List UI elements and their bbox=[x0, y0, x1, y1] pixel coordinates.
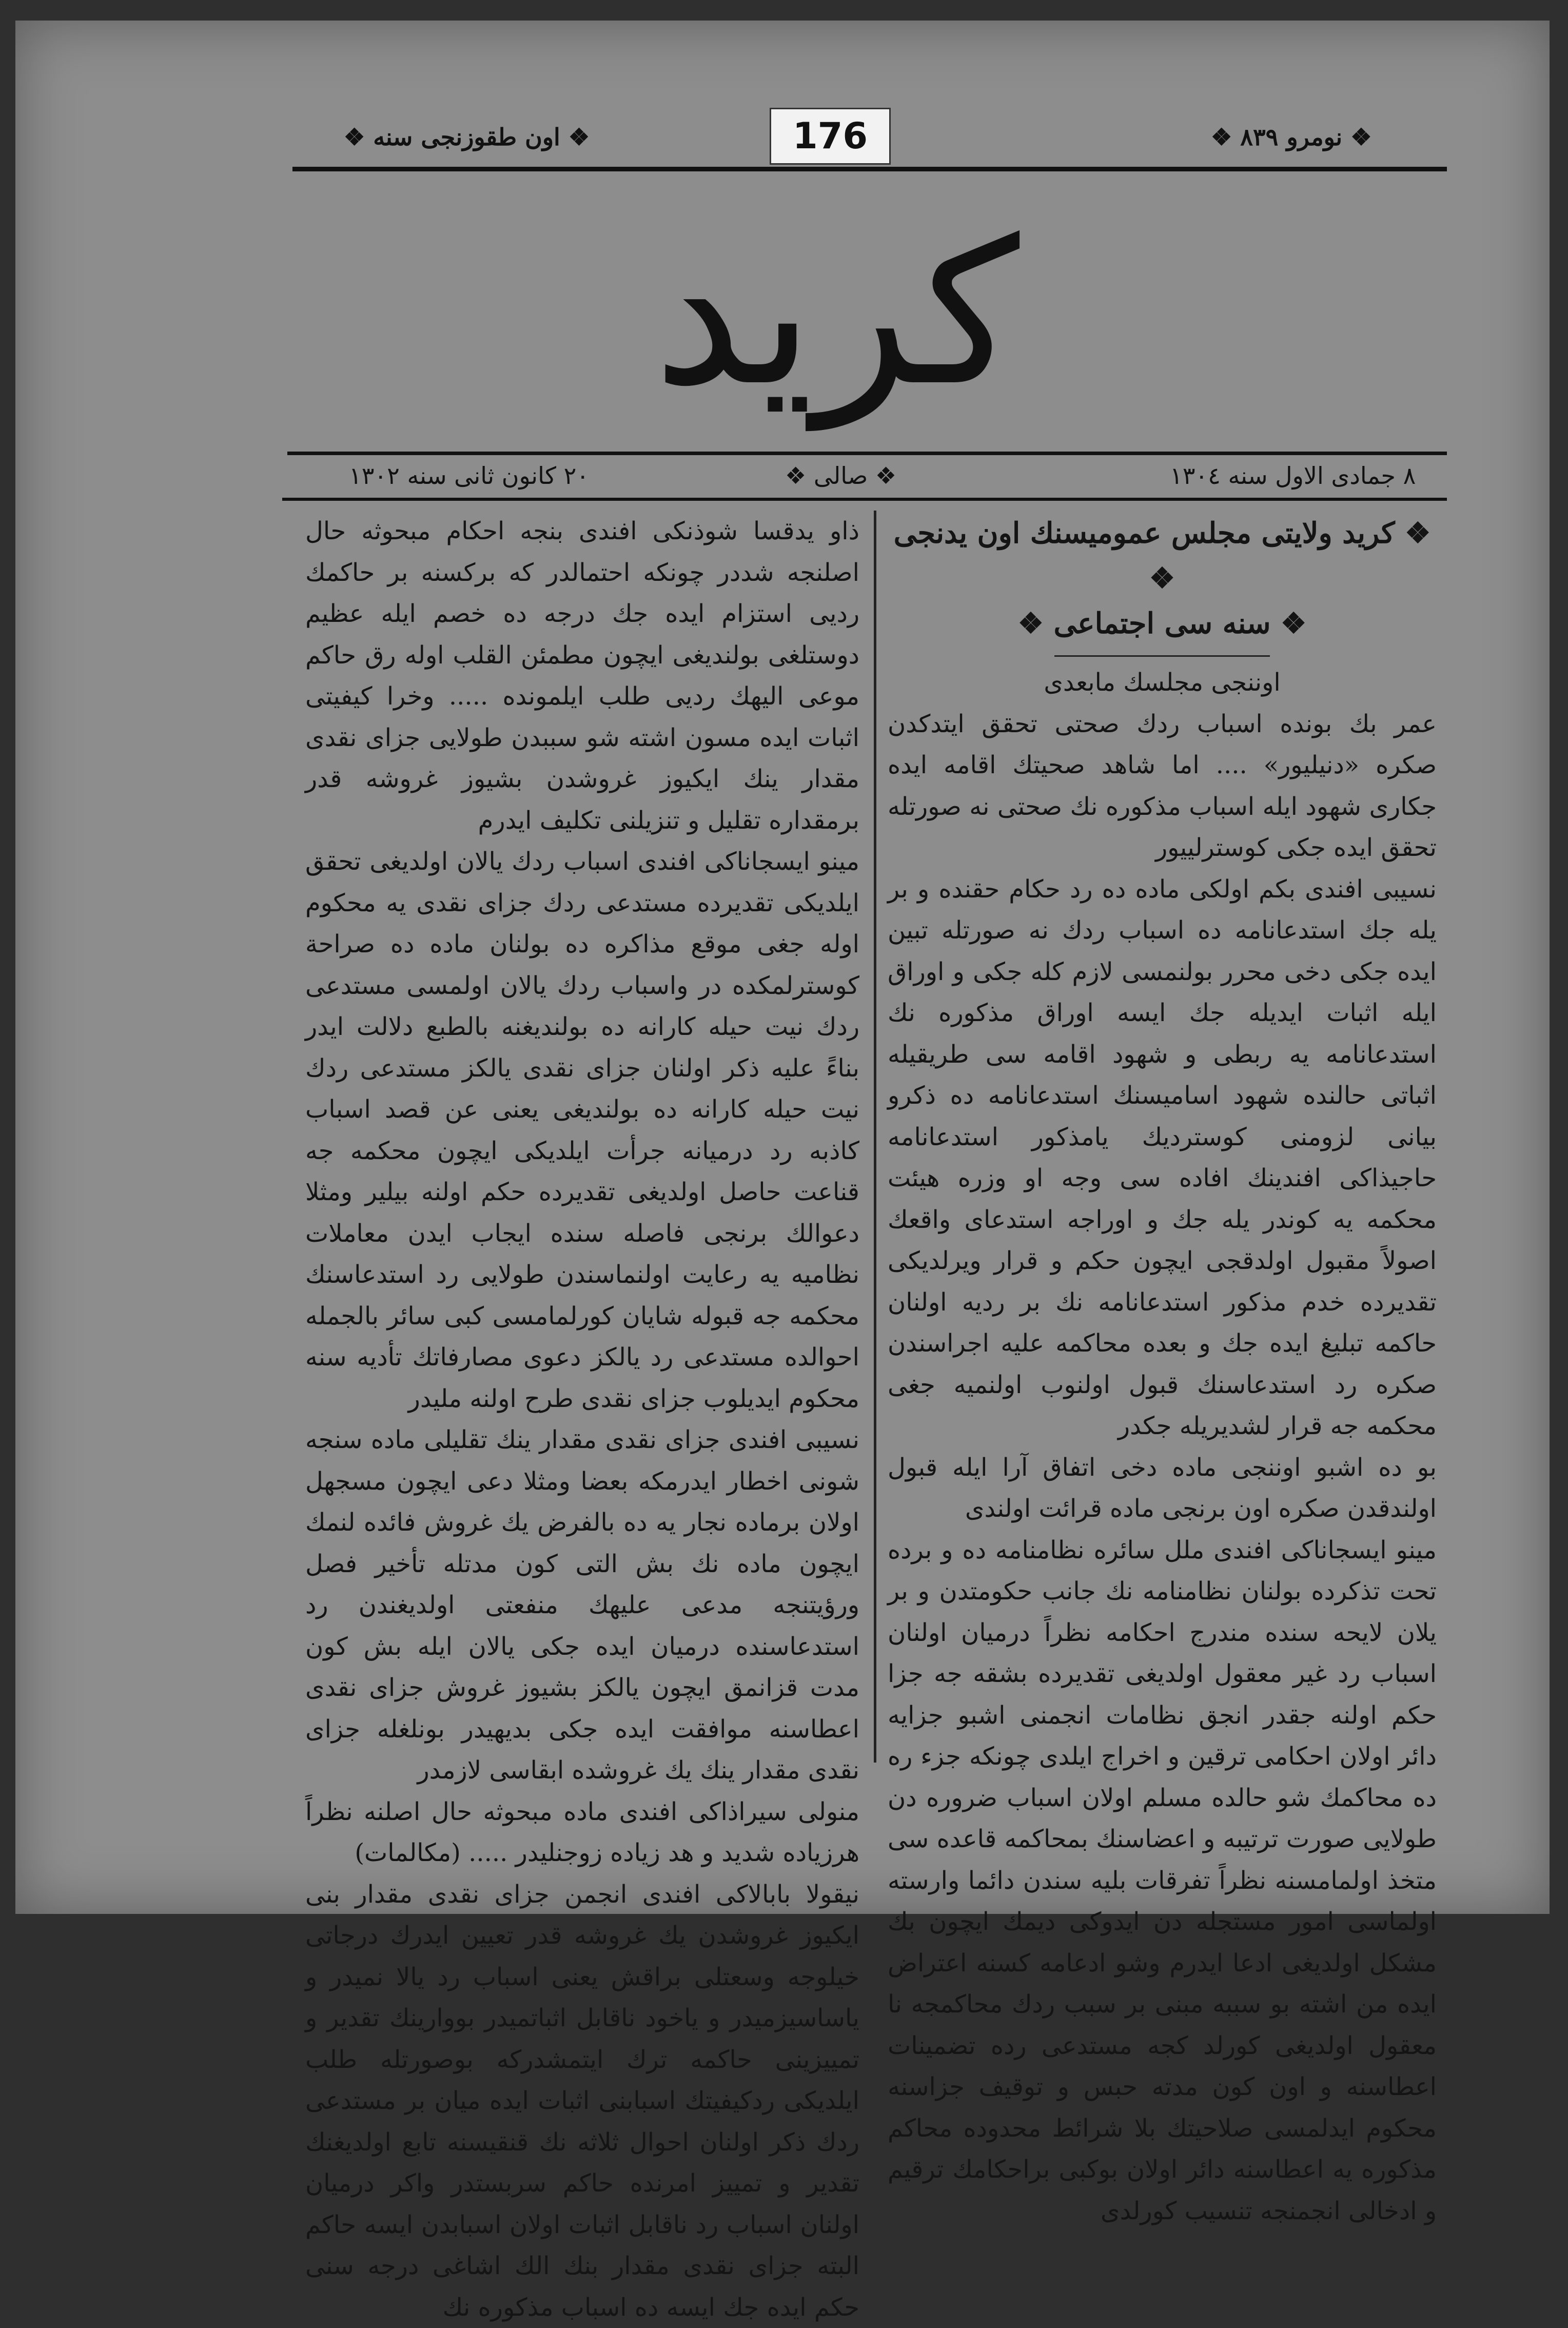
dateline-rule bbox=[282, 498, 1447, 501]
paragraph: نيقولا بابالاكی افندی انجمن جزای نقدی مقدار بنی ايكيوز غروشدن يك غروشه قدر تعيين ايدرك درجاتی خيلوجه وسعتلی براقش يعنی اسباب رد يالا نميدر و ياساسيزميدر و ياخود ناقابل اثباتميدر بووارينك تقدير و تمييزينی حاكمه ترك ايتمشدركه بوصورتله طلب ايلديكی ردكيفيتك اسبابنی اثبات ايده ميان بر مستدعی ردك ذكر اولنان احوال ثلاثه نك قنقيسنه تابع اولديغنك تقدير و تمييز امرنده حاكم سربستدر واكر درميان اولنان اسباب رد ناقابل اثبات اولان اسبابدن ايسه حاكم البته جزای نقدی مقدار بنك الك اشاغی درجه سنی حكم ايده جك ايسه ده اسباب مذكوره نك bbox=[305, 1874, 859, 2328]
masthead-rule bbox=[287, 452, 1447, 455]
paragraph: مينو ايسجاناكی افندی اسباب ردك يالان اولديغی تحقق ايلديكی تقديرده مستدعی ردك جزای نقدی يه محكوم اوله جغی موقع مذاكره ده بولنان ماده ده صراحة كوسترلمكده در واسباب ردك يالان اولمسی مستدعی ردك نيت حيله كارانه ده بولنديغنه بالطبع دلالت ايدر بناءً عليه ذكر اولنان جزای نقدی يالكز مستدعی ردك نيت حيله كارانه ده بولنديغی يعنی عن قصد اسباب كاذبه رد درميانه جرأت ايلديكی ايچون محكمه جه قناعت حاصل اولديغی تقديرده حكم اولنه بيلير ومثلا دعوالك برنجی فاصله سنده ايجاب ايدن معاملات نظاميه يه رعايت اولنماسندن طولايی رد استدعاسنك محكمه جه قبوله شايان كورلمامسی كبی سائر بالجمله احوالده مستدعی رد يالكز دعوی مصارفاتك تأديه سنه محكوم ايديلوب جزای نقدی طرح اولنه مليدر bbox=[305, 841, 859, 1419]
newspaper-page bbox=[15, 21, 1550, 1914]
archive-page-number: 176 bbox=[770, 108, 891, 165]
paragraph: ذاو يدقسا شوذنكی افندی بنجه احكام مبحوثه حال اصلنجه شددر چونكه احتمالدر كه بركسنه بر حاكمك رديی استزام ايده جك درجه ده خصم ايله عظيم دوستلغی بولنديغی ايچون مطمئن القلب اوله رق حاكم موعی اليهك رديی طلب ايلمونده ..... ‌وخرا كيفيتی اثبات ايده مسون اشته شو سببدن طولايی جزای نقدی مقدار ينك ايكيوز غروشدن بشيوز غروشه قدر برمقداره تقليل و تنزيلنی تكليف ايدرم bbox=[305, 511, 859, 841]
article-subtitle: اوننجی مجلسك مابعدی bbox=[888, 662, 1437, 703]
paragraph: منولی سيراذاكی افندی ماده مبحوثه حال اصلنه نظراً هرزياده شديد و هد زياده زوجنليدر ..... (مكالمات) bbox=[305, 1791, 859, 1874]
publication-year: ❖ اون طقوزنجی سنه ❖ bbox=[344, 123, 590, 151]
masthead-title: كريد bbox=[605, 180, 1067, 446]
article-title-line2: ❖ سنه سی اجتماعی ❖ bbox=[888, 601, 1437, 646]
paragraph: مينو ايسجاناكی افندی ملل سائره نظامنامه ده و برده تحت تذكرده بولنان نظامنامه نك جانب حكومتدن و بر يلان لايحه سنده مندرج احكامه نظراً درميان اولنان اسباب رد غير معقول اولديغی تقديرده بشقه جه جزا حكم اولنه جقدر انجق نظامات انجمنی اشبو جزايه دائر اولان احكامی ترقين و اخراج ايلدی چونكه جزء ره ده محاكمك شو حالده مسلم اولان اسباب ضروره دن طولايی صورت ترتيبه و اعضاسنك بمحاكمه قاعده سی متخذ اولمامسنه نظراً تفرقات بليه سندن دائما وارسته اولماسی امور مستجله دن ايدوكی ديمك ايچون بك مشكل اولديغی ادعا ايدرم وشو ادعامه كسنه اعتراض ايده من اشته بو سببه مبنی بر سبب ردك محاكمجه نا معقول اولديغی كورلد كجه مستدعی رده تضمينات اعطاسنه و اون كون مدته حبس و توقيف جزاسنه محكوم ايدلمسی صلاحيتك بلا شرائط محدوده محاكم مذكوره يه اعطاسنه دائر اولان بوكبی براحكامك ترقيم و ادخالی انجمنجه تنسيب كورلدی bbox=[888, 1530, 1437, 2232]
date-rumi: ٢٠ كانون ثانی سنه ١٣٠٢ bbox=[349, 462, 589, 490]
article-right-column bbox=[888, 511, 1437, 2232]
article-title-line1: ❖ كريد ولايتی مجلس عمومیسنك اون يدنجی ❖ bbox=[888, 511, 1437, 601]
paragraph: عمر بك بونده اسباب ردك صحتی تحقق ايتدكدن صكره «دنيليور» .... اما شاهد صحيتك اقامه ايده جكاری شهود ايله اسباب مذكوره نك صحتی نه صورتله تحقق ايده جكی كوسترلیيور bbox=[888, 703, 1437, 869]
date-hijri: ٨ جمادی الاول سنه ١٣٠٤ bbox=[1170, 462, 1416, 490]
issue-number: ❖ نومرو ٨٣٩ ❖ bbox=[1211, 123, 1371, 151]
paragraph: نسيبی افندی بكم اولكی ماده ده رد حكام حقنده و بر يله جك استدعانامه ده اسباب ردك نه صورتله تبين ايده جكی دخی محرر بولنمسی لازم كله جكی و اوراق ايله اثبات ايديله جك ايسه اوراق مذكوره نك استدعانامه يه ربطی و شهود اقامه سی طريقيله اثباتی حالنده شهود اسامیسنك استدعانامه ده ذكرو بيانی لزومنی كوسترديك يامذكور استدعانامه حاجيذاكی افندينك افاده سی وجه او وزره هيئت محكمه يه كوندر يله جك و اوراجه استدعای واقعك اصولاً مقبول اولدقجی ايچون حكم و قرار ويرلديكی تقديرده خدم مذكور استدعانامه نك بر رديه اولنان حاكمه تبليغ ايده جك و بعده محاكمه عليه اجراسندن صكره رد استدعاسنك قبول اولنوب اولنميه جغی محكمه جه قرار لشديريله جكدر bbox=[888, 869, 1437, 1447]
article-left-column bbox=[305, 511, 859, 2328]
weekday: ❖ صالی ❖ bbox=[785, 462, 896, 490]
header-rule-top bbox=[292, 167, 1447, 171]
paragraph: بو ده اشبو اوننجی ماده دخی اتفاق آرا ايله قبول اولندقدن صكره اون برنجی ماده قرائت اولندی bbox=[888, 1447, 1437, 1530]
paragraph: نسيبی افندی جزای نقدی مقدار ينك تقليلی ماده سنجه شونی اخطار ايدرمكه بعضا ومثلا دعی ايچون مسجهل اولان برماده نجار يه ده بالفرض يك غروش فائده لنمك ايچون ماده نك بش التی كون مدتله تأخير فصل ورؤيتنجه مدعی عليهك منفعتی اولديغندن رد استدعاسنده درميان ايده جكی يالان ايله بش كون مدت قزانمق ايچون يالكز بشيوز غروش جزای نقدی اعطاسنه موافقت ايده جكی بديهيدر بونلغله جزای نقدی مقدار ينك يك غروشده ابقاسی لازمدر bbox=[305, 1419, 859, 1791]
column-divider bbox=[874, 511, 876, 1763]
title-separator bbox=[1054, 655, 1270, 657]
